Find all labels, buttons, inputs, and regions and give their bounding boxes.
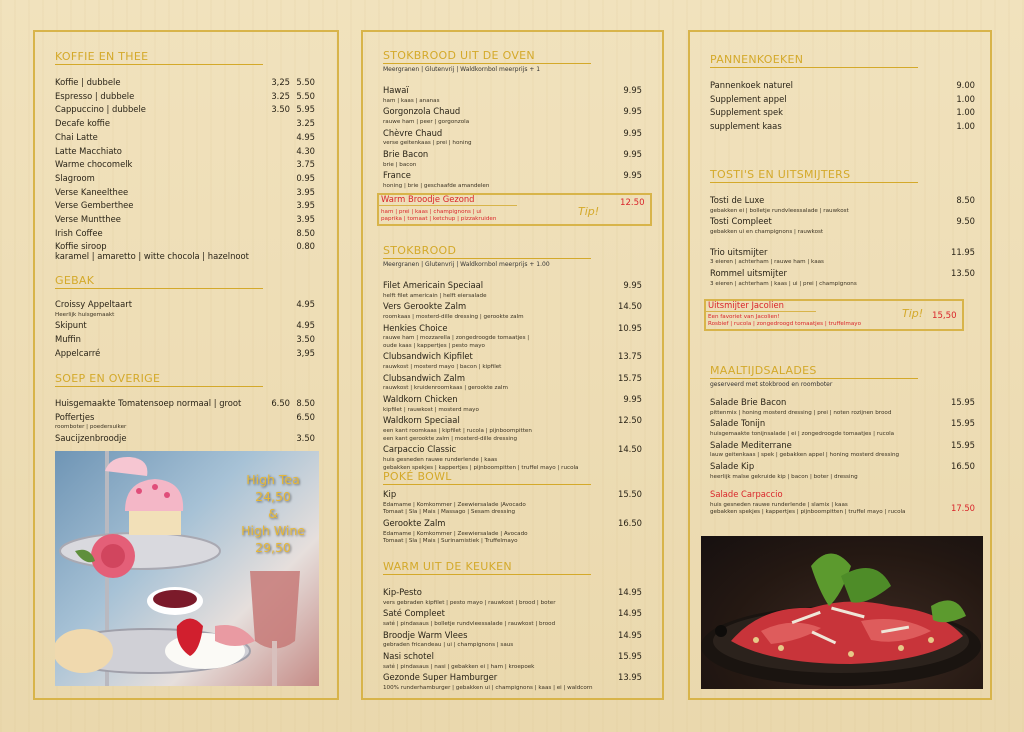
poke-list — [383, 488, 645, 546]
section-stokbrood — [383, 244, 591, 268]
list-item — [710, 215, 975, 235]
section-warm — [383, 560, 591, 575]
list-item — [383, 105, 645, 125]
panel-sandwiches — [361, 30, 664, 700]
list-item — [710, 194, 975, 214]
item-price: 1.00 — [956, 121, 975, 132]
item-name: Salade Kip — [710, 460, 755, 471]
list-item — [383, 322, 645, 350]
item-price-single: 6.50 — [271, 398, 290, 408]
item-name: supplement kaas — [710, 121, 782, 132]
list-item — [55, 319, 315, 333]
item-price: 0.95 — [296, 172, 315, 183]
high-tea-line: High Tea — [246, 472, 300, 487]
item-name: France — [383, 170, 411, 181]
item-name: Clubsandwich Zalm — [383, 372, 466, 383]
item-desc: 100% runderhamburger | gebakken ui | champignons | kaas | ei | waldcorn — [383, 684, 593, 691]
panel-pancakes-salads — [688, 30, 992, 700]
list-item — [710, 396, 975, 416]
list-item — [383, 84, 645, 104]
item-name: Saucijzenbroodje — [55, 433, 127, 443]
item-price: 4.30 — [296, 145, 315, 156]
item-desc: saté | pindasaus | bolletje rundvleessalade | rauwkost | brood — [383, 621, 556, 627]
siroop-options: karamel | amaretto | witte chocola | hazelnoot — [55, 251, 249, 262]
item-price: 5.50 — [296, 77, 315, 87]
item-desc: rauwkost | kruidenroomkaas | gerookte zalm — [383, 385, 508, 392]
list-item — [55, 199, 315, 213]
list-item — [55, 432, 315, 446]
list-item — [55, 103, 315, 117]
item-desc: gebakken ui en champignons | rauwkost — [710, 229, 824, 235]
item-price: 14.95 — [618, 629, 642, 640]
list-item — [383, 169, 645, 189]
item-desc: saté | pindasaus | nasi | gebakken ei | ham | kroepoek — [383, 663, 535, 670]
section-title: PANNENKOEKEN — [710, 53, 918, 68]
list-item — [710, 106, 975, 120]
item-price: 3.95 — [296, 186, 315, 197]
list-item — [55, 145, 315, 159]
section-tostis — [710, 168, 918, 183]
item-name: Verse Gemberthee — [55, 200, 134, 211]
item-price: 8.50 — [296, 398, 315, 408]
tip-title: Warm Broodje Gezond — [381, 194, 475, 204]
item-name: Kip-Pesto — [383, 587, 422, 597]
item-price: 14.95 — [618, 587, 642, 597]
tip-price: 15,50 — [932, 311, 957, 321]
item-price-single: 3.25 — [271, 90, 290, 101]
item-name: Brie Bacon — [383, 148, 429, 159]
item-price: 4.95 — [296, 320, 315, 331]
list-item — [55, 227, 315, 241]
item-desc: ham | kaas | ananas — [383, 97, 440, 104]
item-desc: een kant gerookte zalm | mosterd-dille dressing — [383, 435, 518, 442]
item-desc: helft filet americain | helft eiersalade — [383, 292, 487, 299]
item-name: Muffin — [55, 334, 81, 344]
item-name: Chèvre Chaud — [383, 127, 443, 138]
list-item — [55, 333, 315, 347]
item-name: Verse Muntthee — [55, 214, 121, 225]
item-name: Broodje Warm Vlees — [383, 629, 468, 640]
item-desc: gebakken spekjes | kappertjes | pijnboompitten | truffel mayo | rucola — [710, 509, 906, 516]
item-name: Salade Carpaccio — [710, 489, 783, 499]
list-item — [710, 120, 975, 134]
item-price: 9.95 — [623, 148, 642, 159]
item-price: 1.00 — [956, 93, 975, 104]
item-price: 1.00 — [956, 107, 975, 118]
section-pannenkoeken — [710, 53, 918, 68]
item-price: 16.50 — [951, 460, 975, 471]
item-name: Poffertjes — [55, 411, 95, 422]
item-name: Koffie siroop — [55, 241, 107, 252]
section-title: WARM UIT DE KEUKEN — [383, 560, 591, 575]
item-desc: Tomaat | Sla | Mais | Massago | Sesam dressing — [383, 509, 516, 516]
item-price: 14.95 — [618, 608, 642, 619]
section-subtitle: geserveerd met stokbrood en roomboter — [710, 381, 833, 388]
gebak-list — [55, 298, 315, 360]
tip-box-uitsmijter-jacolien — [704, 299, 964, 331]
item-desc: 3 eieren | achterham | kaas | ui | prei | champignons — [710, 280, 857, 287]
section-title: STOKBROOD UIT DE OVEN — [383, 49, 591, 64]
item-name: Decafe koffie — [55, 118, 111, 129]
list-item — [383, 488, 645, 516]
list-item — [55, 172, 315, 186]
item-price: 8.50 — [296, 227, 315, 238]
item-name: Carpaccio Classic — [383, 444, 457, 455]
list-item — [383, 148, 645, 168]
section-gebak — [55, 274, 263, 289]
item-desc: kipfilet | rauwkost | mosterd mayo — [383, 406, 479, 413]
list-item — [55, 298, 315, 318]
section-subtitle: Meergranen | Glutenvrij | Waldkornbol meerprijs + 1.00 — [383, 261, 550, 268]
high-tea-ampersand: & — [268, 506, 278, 521]
section-subtitle: Meergranen | Glutenvrij | Waldkornbol meerprijs + 1 — [383, 66, 541, 73]
panel-drinks-pastry — [33, 30, 339, 700]
item-desc: 3 eieren | achterham | rauwe ham | kaas — [710, 259, 824, 266]
item-price: 15.95 — [951, 439, 975, 450]
item-desc: honing | brie | geschaafde amandelen — [383, 182, 490, 189]
item-desc: huisgemaakte tonijnsalade | ei | zongedroogde tomaatjes | rucola — [710, 431, 895, 437]
salad-illustration — [701, 536, 983, 689]
list-item — [710, 439, 975, 459]
item-name: Huisgemaakte Tomatensoep normaal | groot — [55, 398, 242, 408]
item-name: Koffie | dubbele — [55, 77, 121, 87]
item-price: 4.95 — [296, 299, 315, 309]
item-price: 14.50 — [618, 444, 642, 455]
item-name: Saté Compleet — [383, 608, 445, 619]
item-price: 3.25 — [296, 118, 315, 129]
list-item — [710, 488, 975, 516]
item-price: 6.50 — [296, 411, 315, 422]
section-title: STOKBROOD — [383, 244, 591, 259]
item-name: Cappuccino | dubbele — [55, 104, 146, 115]
list-item — [383, 650, 645, 670]
list-item — [710, 267, 975, 287]
item-name: Waldkorn Speciaal — [383, 415, 460, 426]
section-title: SOEP EN OVERIGE — [55, 372, 263, 387]
tip-desc-line: paprika | tomaat | ketchup | pizzakruiden — [381, 215, 497, 222]
section-title: MAALTIJDSALADES — [710, 364, 918, 379]
item-name: Slagroom — [55, 172, 95, 183]
item-price: 9.95 — [623, 127, 642, 138]
list-item — [55, 347, 315, 361]
item-price: 3.75 — [296, 159, 315, 170]
item-price: 9.95 — [623, 85, 642, 95]
warm-list — [383, 586, 645, 692]
list-item — [55, 213, 315, 227]
item-desc: gebraden fricandeau | ui | champignons | saus — [383, 642, 514, 649]
item-price: 15.95 — [951, 418, 975, 429]
section-title: KOFFIE EN THEE — [55, 50, 263, 65]
section-soep — [55, 372, 263, 387]
item-name: Gerookte Zalm — [383, 517, 446, 528]
item-price: 15.75 — [618, 372, 642, 383]
item-price: 10.95 — [618, 322, 642, 333]
list-item — [383, 586, 645, 606]
list-item — [710, 93, 975, 107]
item-price: 13.75 — [618, 351, 642, 362]
item-price: 0.80 — [296, 241, 315, 252]
tip-price: 12.50 — [620, 198, 645, 208]
item-name: Gezonde Super Hamburger — [383, 672, 498, 683]
high-tea-label — [233, 471, 313, 556]
list-item — [710, 460, 975, 480]
item-price: 13.50 — [951, 267, 975, 278]
list-item — [383, 629, 645, 649]
item-desc: pittenmix | honing mosterd dressing | prei | noten rozijnen brood — [710, 409, 892, 416]
item-desc: brie | bacon — [383, 161, 417, 168]
item-price: 15.50 — [618, 489, 642, 499]
item-name: Henkies Choice — [383, 322, 448, 333]
list-item — [55, 117, 315, 131]
item-desc: rauwkost | mosterd mayo | bacon | kipfilet — [383, 364, 502, 371]
section-stokbrood-oven — [383, 49, 591, 73]
item-price: 3,95 — [296, 347, 315, 358]
oven-list — [383, 84, 645, 190]
list-item — [383, 279, 645, 299]
item-desc: roomboter | poedersuiker — [55, 424, 127, 431]
item-price: 15.95 — [618, 650, 642, 661]
item-price: 13.95 — [618, 672, 642, 683]
tip-desc — [708, 314, 861, 328]
list-item — [383, 414, 645, 442]
list-item — [383, 350, 645, 370]
item-desc: verse geitenkaas | prei | honing — [383, 140, 472, 147]
high-wine-line: High Wine — [241, 523, 305, 538]
item-name: Clubsandwich Kipfilet — [383, 351, 473, 362]
soep-list — [55, 397, 315, 446]
item-desc: huis gesneden rauwe runderlende | slamix | kaas — [710, 501, 848, 508]
salade-carpaccio — [710, 488, 975, 517]
item-desc: Tomaat | Sla | Mais | Surinamistiek | Truffelmayo — [383, 538, 518, 545]
item-desc: Edamame | Komkommer | Zeewiersalade | Avocado — [383, 530, 528, 537]
item-price: 9.50 — [956, 216, 975, 227]
tip-label: Tip! — [902, 307, 924, 320]
item-desc: gebakken spekjes | kappertjes | pijnboompitten | truffel mayo | rucola — [383, 464, 579, 471]
list-item — [383, 300, 645, 320]
tip-rule — [379, 205, 517, 206]
item-desc: Edamame | Komkommer | Zeewiersalade |Avocado — [383, 501, 526, 508]
list-item — [383, 443, 645, 471]
item-desc: lauw geitenkaas | spek | gebakken appel | honing mosterd dressing — [710, 452, 900, 459]
item-desc: oude kaas | kappertjes | pesto mayo — [383, 342, 485, 349]
item-desc: een kant roomkaas | kipfilet | rucola | pijnboompitten — [383, 428, 532, 435]
list-item — [383, 671, 645, 691]
list-item — [55, 90, 315, 104]
item-name: Croissy Appeltaart — [55, 299, 133, 309]
section-title: TOSTI'S EN UITSMIJTERS — [710, 168, 918, 183]
section-poke — [383, 470, 591, 485]
item-name: Salade Brie Bacon — [710, 397, 787, 407]
section-title: GEBAK — [55, 274, 263, 289]
item-name: Waldkorn Chicken — [383, 394, 458, 405]
item-price: 12.50 — [618, 415, 642, 426]
item-price: 14.50 — [618, 301, 642, 312]
tip-box-broodje-gezond — [377, 193, 652, 226]
item-price: 17.50 — [951, 503, 975, 513]
item-name: Supplement appel — [710, 93, 787, 104]
item-price: 9.95 — [623, 394, 642, 405]
list-item — [383, 372, 645, 392]
item-name: Tosti de Luxe — [710, 195, 765, 205]
list-item — [383, 517, 645, 545]
item-price: 3.95 — [296, 214, 315, 225]
tip-desc-line: Een favoriet van Jacolien! — [708, 314, 780, 320]
tip-desc-line: ham | prei | kaas | champignons | ui — [381, 209, 482, 215]
item-name: Trio uitsmijter — [710, 246, 768, 257]
item-desc: huis gesneden rauwe runderlende | kaas — [383, 456, 498, 463]
list-item — [383, 393, 645, 413]
list-item — [383, 607, 645, 627]
list-item — [710, 246, 975, 266]
high-wine-price: 29,50 — [255, 540, 291, 555]
tip-label: Tip! — [578, 205, 600, 218]
item-name: Kip — [383, 489, 397, 499]
pannenkoeken-list — [710, 79, 975, 134]
list-item — [55, 76, 315, 90]
list-item — [55, 411, 315, 431]
list-item — [710, 417, 975, 437]
item-name: Pannenkoek naturel — [710, 80, 793, 90]
high-tea-photo — [55, 451, 319, 686]
salade-list — [710, 396, 975, 481]
item-name: Tosti Compleet — [710, 216, 772, 227]
item-name: Hawaï — [383, 85, 409, 95]
item-desc: gebakken ei | bolletje rundvleessalade | rauwkost — [710, 207, 849, 214]
item-price: 11.95 — [951, 246, 975, 257]
item-name: Nasi schotel — [383, 650, 434, 661]
item-desc: Heerlijk huisgemaakt — [55, 311, 115, 318]
item-price-single: 3,25 — [271, 77, 290, 87]
item-price: 5.50 — [296, 90, 315, 101]
item-name: Verse Kaneelthee — [55, 186, 129, 197]
item-desc: rauwe ham | mozzarella | zongedroogde tomaatjes | — [383, 335, 530, 342]
list-item — [55, 186, 315, 200]
tip-desc — [381, 209, 496, 223]
item-name: Latte Macchiato — [55, 145, 122, 156]
item-price: 9.95 — [623, 106, 642, 117]
item-price: 3.50 — [296, 334, 315, 344]
salad-photo — [701, 536, 983, 689]
item-name: Irish Coffee — [55, 227, 103, 238]
item-price: 15.95 — [951, 397, 975, 407]
item-name: Chai Latte — [55, 131, 98, 142]
item-price: 5.95 — [296, 104, 315, 115]
item-price: 3.95 — [296, 200, 315, 211]
list-item — [55, 131, 315, 145]
item-price: 9.95 — [623, 170, 642, 181]
section-koffie — [55, 50, 263, 65]
tosti-list — [710, 194, 975, 288]
list-item — [55, 158, 315, 172]
item-price: 4.95 — [296, 131, 315, 142]
item-name: Rommel uitsmijter — [710, 267, 787, 278]
list-item — [710, 79, 975, 93]
section-title: POKÉ BOWL — [383, 470, 591, 485]
tip-title: Uitsmijter Jacolien — [708, 300, 784, 310]
item-desc: vers gebraden kipfilet | pesto mayo | rauwkost | brood | boter — [383, 599, 556, 606]
item-price: 9.95 — [623, 280, 642, 290]
item-desc: roomkaas | mosterd-dille dressing | gerookte zalm — [383, 314, 524, 320]
section-maaltijdsalades — [710, 364, 918, 388]
item-price: 16.50 — [618, 517, 642, 528]
tip-desc-line: Rosbief | rucola | zongedroogd tomaatjes | truffelmayo — [708, 320, 862, 327]
koffie-list — [55, 76, 315, 264]
item-desc: rauwe ham | peer | gorgonzola — [383, 119, 470, 125]
stokbrood-list — [383, 279, 645, 472]
tip-rule — [706, 311, 816, 312]
item-name: Skipunt — [55, 320, 87, 331]
item-name: Gorgonzola Chaud — [383, 106, 461, 117]
item-name: Espresso | dubbele — [55, 90, 135, 101]
item-name: Vers Gerookte Zalm — [383, 301, 467, 312]
list-item — [383, 127, 645, 147]
item-price: 3.50 — [296, 433, 315, 443]
item-name: Supplement spek — [710, 107, 783, 118]
item-price-single: 3.50 — [271, 104, 290, 115]
item-name: Warme chocomelk — [55, 159, 133, 170]
item-desc: heerlijk malse gekruide kip | bacon | boter | dressing — [710, 473, 858, 480]
item-price: 8.50 — [956, 195, 975, 205]
item-price: 9.00 — [956, 80, 975, 90]
item-name: Filet Americain Speciaal — [383, 280, 484, 290]
list-item — [55, 397, 315, 411]
item-name: Salade Tonijn — [710, 418, 766, 429]
item-name: Salade Mediterrane — [710, 439, 792, 450]
high-tea-price: 24,50 — [255, 489, 291, 504]
item-name: Appelcarré — [55, 347, 101, 358]
